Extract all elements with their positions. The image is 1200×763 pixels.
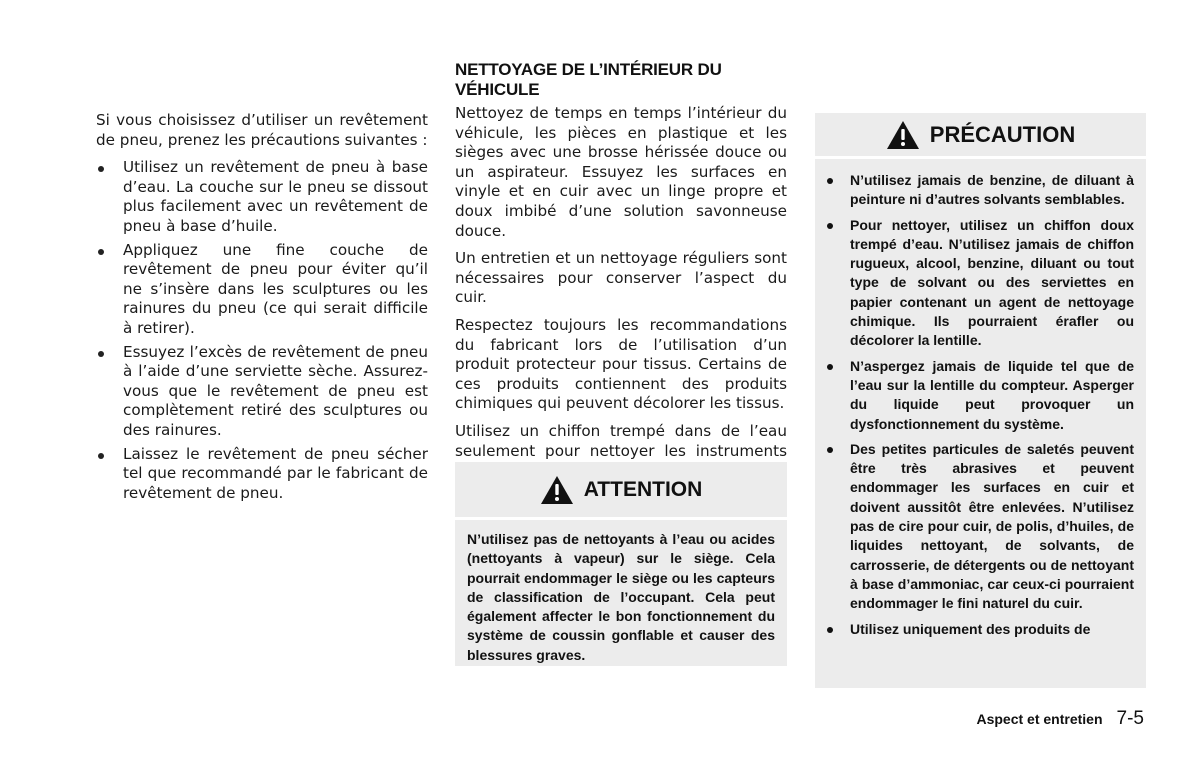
list-item: Utilisez un revêtement de pneu à base d’eau. La couche sur le pneu se dissout plus facilement avec un revêtement de pneu à base d’huile.: [96, 158, 428, 236]
paragraph: Nettoyez de temps en temps l’intérieur du véhicule, les pièces en plastique et les sièges avec une brosse hérissée douce ou un aspirateur. Essuyez les surfaces en vinyle et en cuir avec un linge propre et doux imbibé d’une solution savonneuse douce.: [455, 104, 787, 240]
bullet-icon: [827, 364, 833, 370]
middle-column: [455, 104, 787, 489]
warning-triangle-icon: [540, 475, 574, 505]
page-number: 7-5: [1116, 708, 1144, 729]
warning-triangle-icon: [886, 120, 920, 150]
precaution-header: [815, 113, 1146, 159]
bullet-icon: [98, 351, 104, 357]
bullet-icon: [827, 178, 833, 184]
precaution-list: [815, 171, 1146, 639]
page-footer: [976, 708, 1144, 730]
attention-title: ATTENTION: [583, 477, 703, 501]
paragraph: Utilisez un chiffon trempé dans de l’eau seulement pour nettoyer les instruments: [455, 421, 787, 460]
bullet-icon: [827, 447, 833, 453]
precaution-box: [815, 113, 1146, 688]
bullet-icon: [98, 166, 104, 172]
attention-box: [455, 462, 787, 666]
attention-text: N’utilisez pas de nettoyants à l’eau ou acides (nettoyants à vapeur) sur le siège. Cela pourrait endommager le siège ou les capteurs de classification de l’occupant. Cela peut également affecter le bon fonctionnement du système de coussin gonflable et causer des blessures graves.: [467, 531, 775, 663]
list-item: Des petites particules de saletés peuvent être très abrasives et peuvent endommager les surfaces en cuir et doivent aussitôt être enlevées. N’utilisez pas de cire pour cuir, de polis, d’huiles, de liquides nettoyant, de solvants, de carrosserie, de détergents ou de nettoyant à base d’ammoniac, car ceux-ci pourraient endommager le fini naturel du cuir.: [825, 440, 1134, 614]
precaution-title: PRÉCAUTION: [929, 121, 1076, 147]
bullet-icon: [827, 627, 833, 633]
paragraph: Respectez toujours les recommandations du fabricant lors de l’utilisation d’un produit protecteur pour tissus. Certains de ces produits contiennent des produits chimiques qui peuvent décolorer les tissus.: [455, 315, 787, 413]
list-item: N’utilisez jamais de benzine, de diluant à peinture ni d’autres solvants semblables.: [825, 171, 1134, 210]
footer-section-title: Aspect et entretien: [976, 711, 1103, 727]
list-item: Essuyez l’excès de revêtement de pneu à l’aide d’une serviette sèche. Assurez-vous que le revêtement de pneu est complètement retiré des sculptures ou des rainures.: [96, 343, 428, 441]
list-item: Utilisez uniquement des produits de: [825, 620, 1134, 639]
intro-paragraph: Si vous choisissez d’utiliser un revêtement de pneu, prenez les précautions suivantes :: [96, 111, 428, 149]
section-heading: NETTOYAGE DE L’INTÉRIEUR DU VÉHICULE: [455, 60, 722, 99]
left-column: [96, 111, 428, 507]
bullet-icon: [98, 453, 104, 459]
bullet-icon: [98, 249, 104, 255]
list-item: Appliquez une fine couche de revêtement de pneu pour éviter qu’il ne s’insère dans les sculptures ou les rainures du pneu (ce qui serait difficile à retirer).: [96, 241, 428, 339]
list-item: Pour nettoyer, utilisez un chiffon doux trempé d’eau. N’utilisez jamais de chiffon rugueux, alcool, benzine, diluant ou tout type de solvant ou des serviettes en papier contenant un agent de nettoyage chimique. Ils pourraient érafler ou décolorer la lentille.: [825, 216, 1134, 351]
attention-header: [455, 462, 787, 520]
list-item: N’aspergez jamais de liquide tel que de l’eau sur la lentille du compteur. Asperger du liquide peut provoquer un dysfonctionnement du système.: [825, 357, 1134, 434]
list-item: Laissez le revêtement de pneu sécher tel que recommandé par le fabricant de revêtement de pneu.: [96, 445, 428, 504]
tire-coating-list: [96, 158, 428, 503]
bullet-icon: [827, 223, 833, 229]
paragraph: Un entretien et un nettoyage réguliers sont nécessaires pour conserver l’aspect du cuir.: [455, 249, 787, 307]
